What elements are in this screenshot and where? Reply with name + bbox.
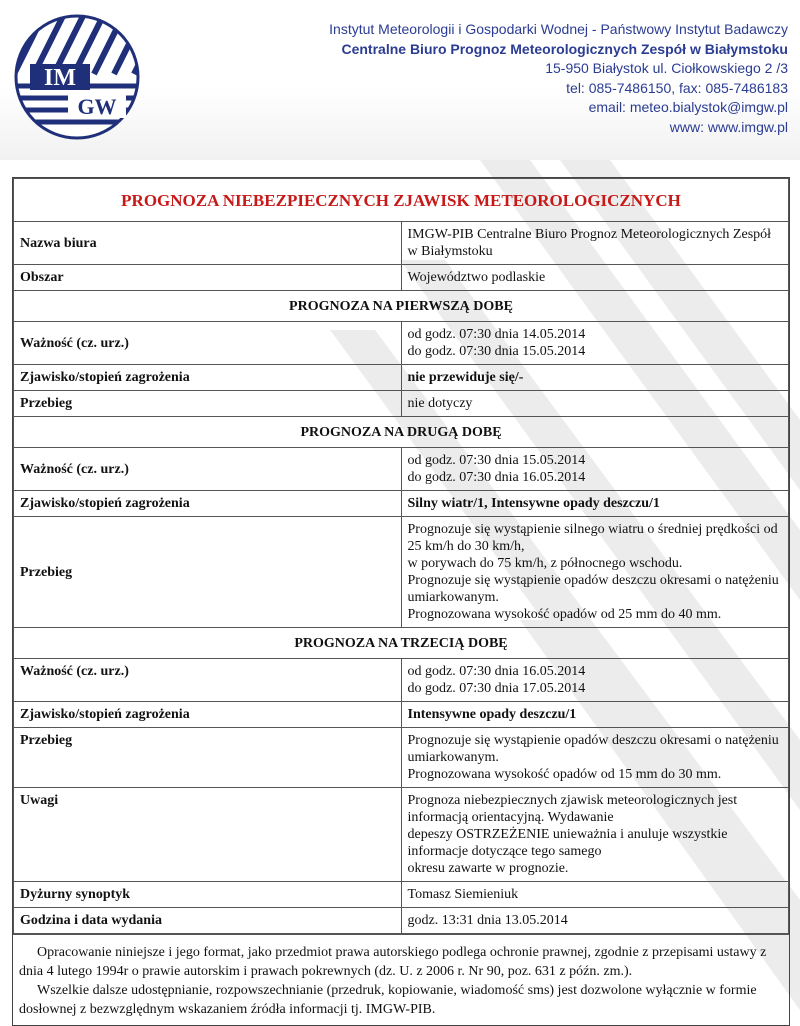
org-line-phone: tel: 085-7486150, fax: 085-7486183 bbox=[566, 79, 788, 96]
redistribution-paragraph: Wszelkie dalsze udostępnianie, rozpowszechnianie (przedruk, kopiowanie, wiadomość sms) jest dozwolone wyłącznie w formie dosłownej z bezwzględnym wskazaniem źródła informacji tj. IMGW-PIB. bbox=[19, 983, 757, 1017]
office-label: Nazwa biura bbox=[14, 222, 402, 265]
day3-validity-to: do godz. 07:30 dnia 17.05.2014 bbox=[407, 681, 586, 696]
day3-validity-from: od godz. 07:30 dnia 16.05.2014 bbox=[407, 664, 586, 679]
copyright-footer bbox=[13, 934, 789, 1025]
day1-course: nie dotyczy bbox=[401, 391, 789, 417]
duty-forecaster-label: Dyżurny synoptyk bbox=[14, 882, 402, 908]
org-line-office: Centralne Biuro Prognoz Meteorologicznych Zespół w Białymstoku bbox=[341, 40, 788, 57]
imgw-logo bbox=[14, 14, 140, 140]
duty-forecaster-value: Tomasz Siemieniuk bbox=[401, 882, 789, 908]
day1-validity-label: Ważność (cz. urz.) bbox=[14, 322, 402, 365]
day1-course-label: Przebieg bbox=[14, 391, 402, 417]
notes-line: depeszy OSTRZEŻENIE unieważnia i anuluje wszystkie informacje dotyczące tego samego bbox=[407, 827, 728, 859]
day2-phenomenon: Silny wiatr/1, Intensywne opady deszczu/1 bbox=[401, 491, 789, 517]
day1-validity-to: do godz. 07:30 dnia 15.05.2014 bbox=[407, 344, 586, 359]
day2-validity-label: Ważność (cz. urz.) bbox=[14, 448, 402, 491]
notes-line: Prognoza niebezpiecznych zjawisk meteorologicznych jest informacją orientacyjną. Wydawanie bbox=[407, 793, 738, 825]
notes-label: Uwagi bbox=[14, 788, 402, 882]
day3-heading: PROGNOZA NA TRZECIĄ DOBĘ bbox=[14, 628, 789, 659]
day2-validity-from: od godz. 07:30 dnia 15.05.2014 bbox=[407, 453, 586, 468]
org-line-institute: Instytut Meteorologii i Gospodarki Wodnej - Państwowy Instytut Badawczy bbox=[329, 21, 788, 37]
org-line-www[interactable]: www: www.imgw.pl bbox=[669, 118, 788, 135]
day3-validity-label: Ważność (cz. urz.) bbox=[14, 659, 402, 702]
day3-course-line: Prognozuje się wystąpienie opadów deszczu okresami o natężeniu umiarkowanym. bbox=[407, 733, 779, 765]
day2-course-label: Przebieg bbox=[14, 517, 402, 628]
day2-course bbox=[401, 517, 789, 628]
letterhead bbox=[0, 0, 800, 160]
area-label: Obszar bbox=[14, 265, 402, 291]
issued-label: Godzina i data wydania bbox=[14, 908, 402, 934]
logo-text-gw: GW bbox=[77, 94, 117, 119]
day2-validity-to: do godz. 07:30 dnia 16.05.2014 bbox=[407, 470, 586, 485]
org-line-email[interactable]: email: meteo.bialystok@imgw.pl bbox=[588, 99, 788, 115]
day2-course-line: Prognozuje się wystąpienie opadów deszczu okresami o natężeniu umiarkowanym. bbox=[407, 573, 779, 605]
issued-value: godz. 13:31 dnia 13.05.2014 bbox=[401, 908, 789, 934]
forecast-document bbox=[12, 177, 790, 1026]
area-value: Województwo podlaskie bbox=[401, 265, 789, 291]
day1-phenomenon-label: Zjawisko/stopień zagrożenia bbox=[14, 365, 402, 391]
day2-heading: PROGNOZA NA DRUGĄ DOBĘ bbox=[14, 417, 789, 448]
day3-phenomenon: Intensywne opady deszczu/1 bbox=[401, 702, 789, 728]
day2-phenomenon-label: Zjawisko/stopień zagrożenia bbox=[14, 491, 402, 517]
forecast-table bbox=[13, 178, 789, 934]
day1-validity-from: od godz. 07:30 dnia 14.05.2014 bbox=[407, 327, 586, 342]
day3-course-line: Prognozowana wysokość opadów od 15 mm do 30 mm. bbox=[407, 767, 722, 782]
document-title: PROGNOZA NIEBEZPIECZNYCH ZJAWISK METEOROLOGICZNYCH bbox=[14, 179, 789, 222]
logo-text-im: IM bbox=[44, 65, 76, 91]
day2-course-line: Prognozuje się wystąpienie silnego wiatru o średniej prędkości od 25 km/h do 30 km/h, bbox=[407, 522, 778, 554]
notes-line: okresu zawarte w prognozie. bbox=[407, 861, 569, 876]
organization-info bbox=[329, 20, 788, 137]
day1-heading: PROGNOZA NA PIERWSZĄ DOBĘ bbox=[14, 291, 789, 322]
day1-validity bbox=[401, 322, 789, 365]
day3-phenomenon-label: Zjawisko/stopień zagrożenia bbox=[14, 702, 402, 728]
org-line-address: 15-950 Białystok ul. Ciołkowskiego 2 /3 bbox=[545, 60, 788, 76]
office-value: IMGW-PIB Centralne Biuro Prognoz Meteorologicznych Zespół w Białymstoku bbox=[401, 222, 789, 265]
copyright-paragraph: Opracowanie niniejsze i jego format, jako przedmiot prawa autorskiego podlega ochronie prawnej, zgodnie z przepisami ustawy z dnia 4 lutego 1994r o prawie autorskim i prawach pokrewnych (dz. U. z 2006 r. Nr 90, poz. 631 z późn. zm.). bbox=[19, 945, 767, 979]
day3-course bbox=[401, 728, 789, 788]
day2-course-line: Prognozowana wysokość opadów od 25 mm do 40 mm. bbox=[407, 607, 722, 622]
day3-validity bbox=[401, 659, 789, 702]
notes-value bbox=[401, 788, 789, 882]
day3-course-label: Przebieg bbox=[14, 728, 402, 788]
day2-course-line: w porywach do 75 km/h, z północnego wschodu. bbox=[407, 556, 683, 571]
day1-phenomenon: nie przewiduje się/- bbox=[401, 365, 789, 391]
day2-validity bbox=[401, 448, 789, 491]
